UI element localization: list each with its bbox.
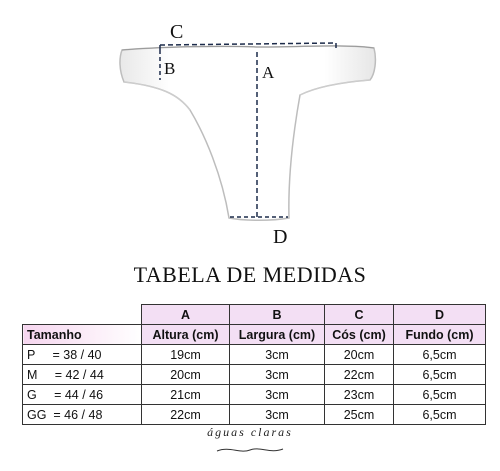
header-letter-row bbox=[23, 305, 486, 325]
table-row bbox=[23, 405, 486, 425]
header-label-row bbox=[23, 325, 486, 345]
label-c: C bbox=[170, 21, 184, 43]
table-row bbox=[23, 365, 486, 385]
size-cell: G = 44 / 46 bbox=[23, 385, 142, 405]
largura-cell: 3cm bbox=[230, 385, 325, 405]
altura-cell: 19cm bbox=[142, 345, 230, 365]
largura-cell: 3cm bbox=[230, 345, 325, 365]
header-letter-b: B bbox=[230, 305, 325, 325]
fundo-cell: 6,5cm bbox=[394, 345, 486, 365]
garment-outline bbox=[120, 46, 375, 220]
label-d: D bbox=[273, 226, 288, 248]
cos-cell: 20cm bbox=[325, 345, 394, 365]
largura-cell: 3cm bbox=[230, 365, 325, 385]
fundo-cell: 6,5cm bbox=[394, 365, 486, 385]
size-cell: P = 38 / 40 bbox=[23, 345, 142, 365]
size-cell: GG = 46 / 48 bbox=[23, 405, 142, 425]
size-table bbox=[22, 304, 486, 425]
table-row bbox=[23, 385, 486, 405]
cos-cell: 25cm bbox=[325, 405, 394, 425]
label-a: A bbox=[262, 63, 275, 82]
header-largura: Largura (cm) bbox=[230, 325, 325, 345]
measure-c-line bbox=[160, 43, 336, 45]
cos-cell: 22cm bbox=[325, 365, 394, 385]
size-cell: M = 42 / 44 bbox=[23, 365, 142, 385]
altura-cell: 22cm bbox=[142, 405, 230, 425]
altura-cell: 20cm bbox=[142, 365, 230, 385]
largura-cell: 3cm bbox=[230, 405, 325, 425]
table-row bbox=[23, 345, 486, 365]
fundo-cell: 6,5cm bbox=[394, 405, 486, 425]
fundo-cell: 6,5cm bbox=[394, 385, 486, 405]
header-fundo: Fundo (cm) bbox=[394, 325, 486, 345]
header-cos: Cós (cm) bbox=[325, 325, 394, 345]
header-letter-d: D bbox=[394, 305, 486, 325]
header-tamanho: Tamanho bbox=[23, 325, 142, 345]
label-b: B bbox=[164, 59, 176, 78]
header-letter-c: C bbox=[325, 305, 394, 325]
header-letter-a: A bbox=[142, 305, 230, 325]
table-title: TABELA DE MEDIDAS bbox=[133, 262, 367, 287]
cos-cell: 23cm bbox=[325, 385, 394, 405]
altura-cell: 21cm bbox=[142, 385, 230, 405]
brand-wave-icon bbox=[215, 445, 285, 455]
header-altura: Altura (cm) bbox=[142, 325, 230, 345]
brand-name: águas claras bbox=[207, 425, 293, 439]
